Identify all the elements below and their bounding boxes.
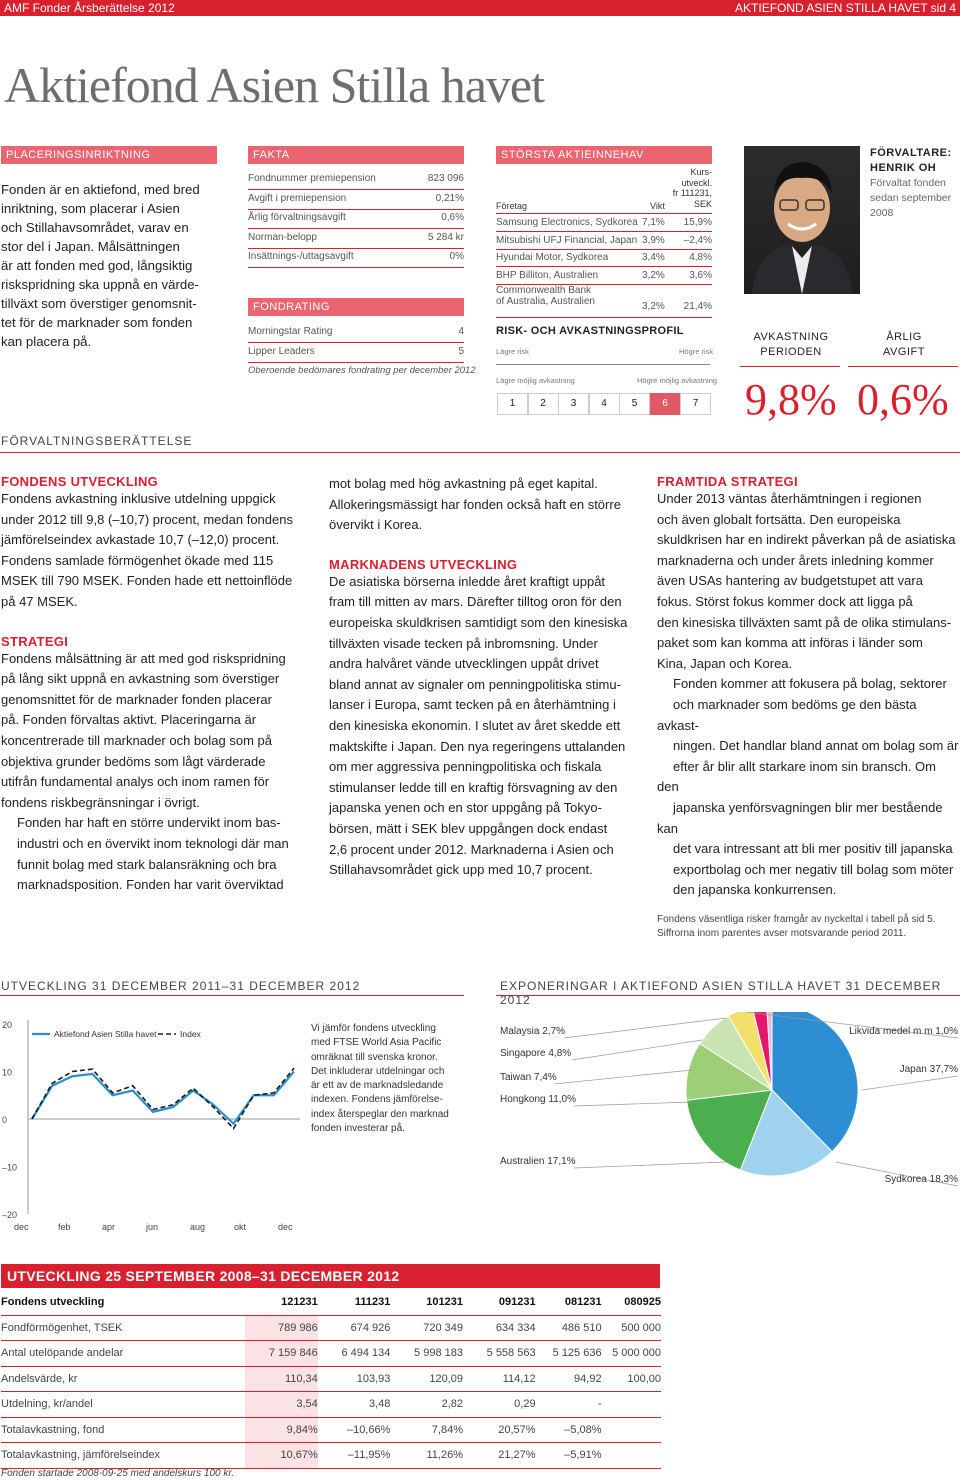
table-cell: Antal utelöpande andelar (1, 1341, 245, 1367)
text-line: ningen. Det handlar bland annat om bolag som är (673, 738, 959, 754)
table-header-cell: 111231 (318, 1290, 391, 1315)
fact-row (248, 190, 464, 210)
text-line: och marknader som bedöms ge den bästa avkast- (657, 696, 917, 733)
text-line: fondens riskbegränsningar i övrigt. (1, 794, 200, 810)
text-line: Fondens målsättning är att med god riskspridning (1, 650, 286, 666)
risk-arrow (496, 364, 710, 365)
fact-value: 0% (449, 251, 464, 262)
col3-paragraph-2 (657, 674, 959, 901)
pie-chart-caption-rule (496, 995, 960, 996)
fact-label: Insättnings-/uttagsavgift (248, 251, 354, 262)
risk-level-box: 1 (497, 393, 528, 415)
series-line-0 (32, 1072, 294, 1124)
table-cell: 789 986 (245, 1315, 318, 1341)
risk-high-return-label: Högre möjlig avkastning (637, 376, 718, 385)
table-cell (602, 1392, 661, 1418)
text-line: exportbolag och mer negativ till bolag som möter (673, 861, 954, 877)
pie-leader-line (574, 1102, 692, 1106)
table-cell: 674 926 (318, 1315, 391, 1341)
text-line: koncentrerade till marknader och bolag som på (1, 732, 272, 748)
table-header-cell: 081231 (536, 1290, 602, 1315)
text-line: fram till mitten av mars. Därefter tilltog oron för den (329, 594, 622, 610)
risk-level-box: 5 (619, 393, 650, 415)
fact-row (248, 229, 464, 249)
text-line: jämförelseindex avkastade 10,7 (–12,0) procent. (1, 532, 280, 548)
col1-heading-1: FONDENS UTVECKLING (1, 474, 159, 489)
text-line: stimulanser ledde till en kraftig försvagning av den (329, 779, 618, 795)
manager-name: HENRIK OH (870, 162, 937, 174)
text-line: fonden investerar på. (311, 1123, 405, 1135)
kpi-fee-rule (848, 366, 958, 367)
text-line: industri och en övervikt inom teknologi där man (17, 835, 289, 851)
holdings-last-name-1: Commonwealth Bank (496, 285, 592, 296)
holding-weight: 7,1% (642, 217, 665, 228)
text-line: inriktning, som placerar i Asien (1, 201, 180, 216)
fact-label: Avgift i premiepension (248, 192, 347, 204)
x-tick-label: aug (190, 1222, 206, 1232)
text-line: fr 111231, (672, 188, 712, 198)
table-cell: 94,92 (536, 1366, 602, 1392)
holdings-change-header (660, 167, 712, 209)
kpi-return-label-1: AVKASTNING (753, 331, 829, 343)
pie-label: Sydkorea 18,3% (884, 1174, 958, 1185)
text-line: med FTSE World Asia Pacific (311, 1037, 442, 1049)
table-header-row (1, 1290, 661, 1315)
table-cell: 5 000 000 (602, 1341, 661, 1367)
text-line: SEK (693, 198, 712, 209)
text-line: objektiva grunder bedöms som lågt värderade (1, 753, 266, 769)
text-line: och även globalt fortsätta. Den europeiska (657, 511, 901, 527)
table-cell: 7,84% (390, 1417, 463, 1443)
text-line: bland annat av signaler om penningpolitiska stimu- (329, 676, 621, 692)
fact-label: Årlig förvaltningsavgift (248, 212, 346, 223)
column-1 (1, 474, 301, 896)
manager-photo (744, 146, 860, 294)
table-cell: 500 000 (602, 1315, 661, 1341)
text-line: Det inkluderar utdelningar och (311, 1065, 445, 1077)
report-section-title: FÖRVALTNINGSBERÄTTELSE (1, 434, 193, 448)
text-line: efter år blir allt starkare inom sin bransch. Om den (657, 758, 936, 795)
table-cell: Andelsvärde, kr (1, 1366, 245, 1392)
fact-row (248, 209, 464, 229)
table-cell: Utdelning, kr/andel (1, 1392, 245, 1418)
table-header-cell: Fondens utveckling (1, 1290, 245, 1315)
table-cell: 5 998 183 (390, 1341, 463, 1367)
header-right: AKTIEFOND ASIEN STILLA HAVET sid 4 (735, 1, 956, 15)
pie-label: Japan 37,7% (899, 1064, 958, 1075)
text-line: utifrån fundamental analys och inom ramen för (1, 774, 270, 790)
text-line: övervikt i Korea. (329, 517, 423, 533)
fact-row (248, 343, 464, 363)
table-row (1, 1366, 661, 1392)
text-line: tillväxten visade tecken på inbromsning. Under (329, 635, 598, 651)
table-header-cell: 091231 (463, 1290, 536, 1315)
text-line: japanska yenen och en stor uppgång på Tokyo- (329, 800, 602, 816)
fact-label: Lipper Leaders (248, 345, 315, 357)
table-cell: 3,48 (318, 1392, 391, 1418)
holding-change: –2,4% (683, 234, 712, 246)
kpi-return-rule (740, 366, 840, 367)
table-header-cell: 080925 (602, 1290, 661, 1315)
text-line: även USAs hantering av budgetstupet att vara (657, 573, 923, 589)
manager-portrait-icon (744, 146, 860, 294)
fact-label: Morningstar Rating (248, 326, 333, 337)
text-line: börsen, mätt i SEK blev uppgången dock endast (329, 820, 608, 836)
pie-leader-line (574, 1162, 726, 1168)
holding-change: 4,8% (689, 252, 712, 263)
table-cell: –11,95% (318, 1443, 391, 1469)
holdings-company-header: Företag (496, 201, 528, 211)
x-tick-label: dec (278, 1222, 293, 1232)
table-cell (602, 1443, 661, 1469)
fact-value: 0,21% (435, 192, 464, 204)
development-table (1, 1290, 661, 1469)
table-cell: 6 494 134 (318, 1341, 391, 1367)
col2-paragraph-1 (329, 572, 634, 881)
risk-low-return-label: Lägre möjlig avkastning (496, 376, 575, 385)
line-chart-text (311, 1022, 461, 1136)
placering-text (1, 180, 216, 351)
pie-chart-caption: EXPONERINGAR I AKTIEFOND ASIEN STILLA HAVET 31 DECEMBER 2012 (500, 979, 942, 1007)
col1-heading-2: STRATEGI (1, 633, 69, 649)
table-cell: 110,34 (245, 1366, 318, 1392)
col3-paragraph-1 (657, 489, 959, 674)
fact-row (248, 323, 464, 343)
text-line: Fonden har haft en större undervikt inom bas- (17, 815, 281, 831)
text-line: Fondens samlade förmögenhet ökade med 115 (1, 552, 274, 568)
holding-weight: 3,2% (642, 269, 665, 281)
text-line: index återspeglar den marknad (311, 1108, 449, 1120)
table-cell: 0,29 (463, 1392, 536, 1418)
kpi-fee-value: 0,6% (857, 375, 949, 424)
text-line: på 47 MSEK. (1, 593, 78, 609)
text-line: Allokeringsmässigt har fonden också haft en större (329, 496, 621, 512)
text-line: Fonden är en aktiefond, med bred (1, 182, 200, 197)
y-tick-label: 20 (2, 1020, 13, 1030)
table-cell: –5,91% (536, 1443, 602, 1469)
holding-name: Hyundai Motor, Sydkorea (496, 252, 609, 263)
text-line: kan placera på. (1, 334, 92, 349)
risk-high-label: Högre risk (679, 347, 714, 356)
manager-label: FÖRVALTARE: (870, 147, 952, 159)
table-cell: 120,09 (390, 1366, 463, 1392)
text-line: tet för de marknader som fonden (1, 315, 193, 330)
text-line: stor del i Japan. Målsättningen (1, 239, 180, 254)
text-line: maktskifte i Japan. Den nya regeringens uttalanden (329, 738, 626, 754)
col2-paragraph-0 (329, 474, 634, 536)
table-cell: 11,26% (390, 1443, 463, 1469)
pie-leader-line (572, 1040, 702, 1060)
pie-label: Taiwan 7,4% (500, 1072, 557, 1083)
text-line: under 2012 till 9,8 (–10,7) procent, medan fondens (1, 511, 293, 527)
pie-label: Hongkong 11,0% (500, 1094, 576, 1105)
risk-level-box: 4 (589, 393, 620, 415)
table-row (1, 1341, 661, 1367)
pie-label: Singapore 4,8% (500, 1048, 572, 1059)
text-line: Siffrorna inom parentes avser motsvarande period 2011. (657, 927, 907, 939)
legend-label-index: Index (180, 1029, 201, 1039)
holding-change: 15,9% (683, 217, 712, 228)
text-line: riskspridning ska uppnå en värde- (1, 277, 199, 292)
x-tick-label: dec (14, 1222, 29, 1232)
holdings-heading: STÖRSTA AKTIEINNEHAV (496, 146, 712, 164)
pie-leader-line (564, 1018, 726, 1038)
text-line: och Stillahavsområdet, varav en (1, 220, 189, 235)
text-line: sedan september (870, 192, 952, 204)
text-line: 2,6 procent under 2012. Marknaderna i Asien och (329, 841, 614, 857)
text-line: fokus. Störst fokus kommer dock att ligga på (657, 593, 913, 609)
text-line: 2008 (870, 207, 894, 219)
table-cell: 720 349 (390, 1315, 463, 1341)
line-chart (0, 1010, 305, 1235)
table-row (1, 1443, 661, 1469)
text-line: europeiska skuldkrisen samtidigt som den kinesiska (329, 614, 628, 630)
fact-label: Norman-belopp (248, 231, 317, 243)
fondrating-note: Oberoende bedömares fondrating per december 2012 (248, 365, 476, 376)
holding-name: Mitsubishi UFJ Financial, Japan (496, 234, 638, 246)
risk-heading: RISK- OCH AVKASTNINGSPROFIL (496, 325, 684, 337)
pie-label: Malaysia 2,7% (500, 1026, 566, 1037)
table-note: Fonden startade 2008-09-25 med andelskurs 100 kr. (1, 1468, 235, 1479)
page-header (0, 0, 960, 16)
y-tick-label: –10 (2, 1162, 18, 1173)
text-line: Fonden kommer att fokusera på bolag, sektorer (673, 676, 947, 692)
x-tick-label: apr (102, 1222, 116, 1232)
holding-weight: 3,9% (642, 234, 665, 246)
column-2 (329, 474, 634, 881)
fact-value: 5 (458, 345, 464, 357)
col1-paragraph-3 (1, 813, 301, 895)
table-cell: 5 125 636 (536, 1341, 602, 1367)
table-header-cell: 101231 (390, 1290, 463, 1315)
line-chart-caption-rule (0, 995, 464, 996)
pie-chart (496, 1012, 960, 1212)
holdings-last-weight: 3,2% (642, 301, 665, 312)
table-cell: 7 159 846 (245, 1341, 318, 1367)
text-line: Stillahavsområdet gick upp med 10,7 procent. (329, 862, 593, 878)
fact-value: 823 096 (427, 173, 464, 184)
text-line: skuldkrisen har en indirekt påverkan på de asiatiska (657, 532, 956, 548)
y-tick-label: 10 (2, 1067, 13, 1078)
risk-level-box: 7 (680, 393, 711, 415)
legend-label-fund: Aktiefond Asien Stilla havet (54, 1029, 157, 1039)
x-tick-label: jun (146, 1222, 159, 1232)
text-line: japanska yenförsvagningen blir mer bestående kan (657, 799, 943, 836)
text-line: Kurs- (690, 167, 712, 177)
header-left: AMF Fonder Årsberättelse 2012 (4, 1, 175, 15)
text-line: Under 2013 väntas återhämtningen i regionen (657, 491, 922, 506)
table-cell: 103,93 (318, 1366, 391, 1392)
kpi-fee-label-1: ÅRLIG (886, 331, 922, 343)
y-tick-label: 0 (2, 1115, 8, 1125)
table-cell: Totalavkastning, fond (1, 1417, 245, 1443)
text-line: marknadsposition. Fonden har varit överviktad (17, 877, 284, 893)
placering-heading: PLACERINGSINRIKTNING (1, 146, 217, 164)
holding-name: BHP Billiton, Australien (496, 269, 599, 281)
manager-since (870, 176, 951, 221)
holding-name: Samsung Electronics, Sydkorea (496, 217, 638, 228)
table-cell: 100,00 (602, 1366, 661, 1392)
text-line: Kina, Japan och Korea. (657, 655, 793, 671)
table-row (1, 1392, 661, 1418)
col1-paragraph-2 (1, 649, 301, 814)
table-row (1, 1315, 661, 1341)
holdings-weight-header: Vikt (650, 201, 665, 211)
table-cell (602, 1417, 661, 1443)
text-line: paket som kan komma att införas i länder som (657, 635, 923, 651)
text-line: Vi jämför fondens utveckling (311, 1023, 436, 1034)
kpi-fee-label-2: AVGIFT (883, 346, 925, 358)
col1-paragraph-1 (1, 489, 301, 613)
x-tick-label: okt (234, 1222, 247, 1232)
holding-change: 3,6% (689, 269, 712, 281)
table-cell: –5,08% (536, 1417, 602, 1443)
fact-label: Fondnummer premiepension (248, 173, 376, 184)
table-cell: Totalavkastning, jämförelseindex (1, 1443, 245, 1469)
text-line: lanser i Europa, samt tecken på en återhämtning i (329, 697, 616, 713)
text-line: den kinesiska tillväxten samt på de olika stimulans- (657, 614, 952, 630)
text-line: Förvaltat fonden (870, 177, 946, 189)
risk-level-box: 2 (528, 393, 559, 415)
pie-leader-line (862, 1076, 958, 1090)
text-line: Fondens väsentliga risker framgår av nyckeltal i tabell på sid 5. (657, 913, 936, 925)
fact-row (248, 170, 464, 190)
holding-row (496, 250, 712, 267)
line-chart-caption: UTVECKLING 31 DECEMBER 2011–31 DECEMBER 2012 (1, 979, 361, 993)
text-line: genomsnittet för de marknader fonden placerar (1, 691, 272, 707)
text-line: på. Fonden förvaltas aktivt. Placeringarna är (1, 712, 257, 728)
table-heading-bar (1, 1264, 660, 1288)
table-cell: 20,57% (463, 1417, 536, 1443)
text-line: mot bolag med hög avkastning på eget kapital. (329, 476, 598, 491)
table-header-cell: 121231 (245, 1290, 318, 1315)
fact-value: 0,6% (441, 212, 464, 223)
text-line: är att fonden med god, långsiktig (1, 258, 193, 273)
holding-row (496, 215, 712, 232)
kpi-return-label (744, 330, 838, 360)
table-cell: 634 334 (463, 1315, 536, 1341)
table-cell: - (536, 1392, 602, 1418)
text-line: är ett av de marknadsledande (311, 1080, 444, 1092)
risk-low-label: Lägre risk (496, 347, 529, 356)
table-cell: 486 510 (536, 1315, 602, 1341)
text-line: om mer aggressiva penningpolitiska och fiskala (329, 759, 602, 775)
pie-label: Likvida medel m m 1,0% (849, 1026, 958, 1037)
text-line: på lång sikt uppnå en avkastning som överstiger (1, 671, 280, 687)
fact-row (248, 248, 464, 268)
holdings-last-change: 21,4% (683, 301, 712, 312)
col3-note (657, 913, 959, 941)
kpi-return-label-2: PERIODEN (760, 346, 822, 358)
pie-leader-line (554, 1070, 692, 1084)
pie-label: Australien 17,1% (500, 1156, 576, 1167)
page-title: Aktiefond Asien Stilla havet (4, 57, 544, 113)
x-tick-label: feb (58, 1222, 71, 1232)
col2-heading-1: MARKNADENS UTVECKLING (329, 556, 518, 572)
table-cell: 2,82 (390, 1392, 463, 1418)
col3-heading-1: FRAMTIDA STRATEGI (657, 474, 798, 489)
table-heading: UTVECKLING 25 SEPTEMBER 2008–31 DECEMBER 2012 (7, 1268, 400, 1284)
fondrating-heading: FONDRATING (248, 298, 464, 316)
report-section-rule (0, 452, 960, 453)
fact-value: 4 (458, 326, 464, 337)
table-cell: 114,12 (463, 1366, 536, 1392)
holding-weight: 3,4% (642, 252, 665, 263)
text-line: den kinesiska ekonomin. I slutet av året skedde ett (329, 717, 621, 733)
table-cell: 10,67% (245, 1443, 318, 1469)
text-line: De asiatiska börserna inledde året kraftigt uppåt (329, 573, 606, 589)
risk-level-box: 6 (650, 393, 681, 415)
text-line: det vara intressant att bli mer positiv till japanska (673, 841, 953, 857)
table-cell: 5 558 563 (463, 1341, 536, 1367)
text-line: marknaderna och under årets inledning kommer (657, 552, 934, 568)
holdings-last-name-2: of Australia, Australien (496, 296, 595, 307)
text-line: andra halvåret vände utvecklingen uppåt drivet (329, 656, 599, 672)
holding-row (496, 268, 712, 285)
table-cell: Fondförmögenhet, TSEK (1, 1315, 245, 1341)
table-cell: 3,54 (245, 1392, 318, 1418)
text-line: tillväxt som överstiger genomsnit- (1, 296, 197, 311)
table-cell: 9,84% (245, 1417, 318, 1443)
text-line: den japanska konkurrensen. (673, 882, 837, 898)
holdings-header-rule (496, 213, 712, 214)
risk-level-box: 3 (558, 393, 589, 415)
fact-value: 5 284 kr (427, 231, 464, 243)
text-line: utveckl. (681, 177, 712, 188)
column-3 (657, 474, 959, 941)
table-row (1, 1417, 661, 1443)
text-line: omräknat till svenska kronor. (311, 1051, 438, 1063)
holding-row (496, 233, 712, 250)
kpi-return-value: 9,8% (745, 375, 837, 424)
text-line: MSEK till 790 MSEK. Fonden hade ett nettoinflöde (1, 573, 293, 589)
text-line: funnit bolag med stark balansräkning och bra (17, 856, 277, 872)
kpi-fee-label (850, 330, 958, 360)
table-cell: 21,27% (463, 1443, 536, 1469)
text-line: indexen. Fondens jämförelse- (311, 1094, 443, 1106)
holdings-last-row (496, 285, 712, 318)
y-tick-label: –20 (2, 1210, 18, 1220)
fakta-heading: FAKTA (248, 146, 464, 164)
table-cell: –10,66% (318, 1417, 391, 1443)
text-line: Fondens avkastning inklusive utdelning uppgick (1, 491, 276, 506)
